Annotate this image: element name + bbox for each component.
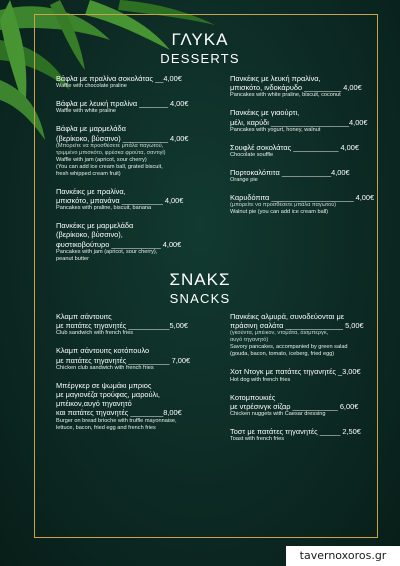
menu-item-note: (μπορείτε να προσθέσετε μπάλα παγωτού): [230, 202, 337, 209]
menu-item-name: Τοστ με πατάτες τηγανητές _____ 2,50€: [230, 427, 361, 437]
menu-item-note: αυγό τηγανητό): [230, 337, 269, 344]
website-link[interactable]: tavernoxoros.gr: [286, 546, 400, 566]
menu-item-name: με ντρέσινγκ σίζαρ ___________ 6,00€: [230, 401, 359, 411]
menu-item-name: μπισκότο, μπανάνα __________ 4,00€: [56, 196, 184, 206]
menu-item-description: Chicken nuggets with Caesar dressing: [230, 411, 326, 418]
menu-item: [56, 312, 214, 337]
menu-item-name: Πανκέικς με γιαούρτι,: [230, 108, 300, 118]
menu-item-name: Πορτοκαλόπιτα ____________4,00€: [230, 168, 350, 178]
menu-item-name: Σουφλέ σοκολάτας ___________ 4,00€: [230, 142, 359, 152]
menu-item-name: πράσινη σαλάτα ______________ 5,00€: [230, 321, 364, 331]
menu-item-name: με μαγιονέζα τρούφας, μαρούλι,: [56, 390, 160, 400]
menu-item-note: (γκούντα, μπέικον, ντομάτα, άισμπεργκ,: [230, 330, 329, 337]
menu-item-description: peanut butter: [56, 255, 89, 262]
menu-item: [56, 99, 214, 115]
menu-item-name: και πατάτες τηγανητές ________8,00€: [56, 408, 182, 418]
menu-item-name: (βερίκοκο, βύσσινο) ___________ 4,00€: [56, 133, 189, 143]
menu-item: [230, 367, 388, 383]
desserts-title-greek: ΓΛΥΚΑ: [171, 30, 229, 49]
menu-item: [230, 312, 388, 358]
menu-item-description: Waffle with white praline: [56, 108, 117, 115]
menu-item-description: Chocolate souffle: [230, 152, 274, 159]
menu-item-name: Βάφλα με λευκή πραλίνα _______ 4,00€: [56, 99, 189, 109]
menu-item-name: με πατάτες τηγανητές __________ 7,00€: [56, 355, 191, 365]
menu-item-description: Walnut pie (you can add ice cream ball): [230, 209, 329, 216]
menu-item-name: φυστικοβούτυρο ____________ 4,00€: [56, 239, 182, 249]
menu-item-name: Πανκέικς με λευκή πραλίνα,: [230, 74, 321, 83]
snacks-title: SNACKS: [169, 291, 231, 306]
menu-item-description: Pancakes with praline, biscuit, banana: [56, 205, 152, 212]
menu-item-description: Burger on bread brioche with truffle mayonnaise,: [56, 417, 177, 424]
menu-item-name: με πατάτες τηγανητές __________5,00€: [56, 321, 189, 331]
menu-item-name: Πανκέικς με πραλίνα,: [56, 186, 126, 196]
menu-item: [230, 108, 388, 133]
menu-item-description: (You can add ice cream ball, grated biscuit,: [56, 163, 163, 170]
menu-item: [56, 74, 214, 90]
menu-item: [56, 187, 214, 212]
menu-item: [230, 143, 388, 159]
menu-item-description: lettuce, bacon, fried egg and french fries: [56, 424, 156, 431]
snacks-left-column: [56, 312, 214, 441]
desserts-left-column: [56, 74, 214, 272]
menu-item-name: Βάφλα με μαρμελάδα: [56, 124, 126, 134]
menu-item-description: Pancakes with jam (apricot, sour cherry),: [56, 248, 158, 255]
desserts-title: DESSERTS: [160, 51, 240, 66]
menu-item-description: fresh whipped cream fruit): [56, 170, 121, 177]
menu-item: [230, 427, 388, 443]
menu-item-name: μπισκότο, ινδοκάρυδο _________ 4,00€: [230, 83, 362, 93]
menu-item-name: μέλι, καρύδι ___________________4,00€: [230, 117, 368, 127]
menu-item-description: Pancakes with white praline, biscuit, coconut: [230, 92, 341, 99]
snacks-title-greek: ΣΝΑΚΣ: [169, 270, 231, 289]
menu-item-name: (βερίκοκο, βύσσινο),: [56, 230, 123, 240]
menu-item-name: Κλαμπ σάντουιτς κοτόπουλο: [56, 346, 150, 356]
menu-item: [56, 346, 214, 371]
menu-item: [230, 193, 388, 216]
menu-item: [56, 124, 214, 177]
menu-item-name: Μπέργκερ σε ψωμάκι μπριος: [56, 380, 152, 390]
menu-item-name: Κλαμπ σάντουιτς: [56, 312, 112, 321]
menu-item-description: Club sandwich with french fries: [56, 330, 134, 337]
menu-item: [56, 221, 214, 263]
menu-item-note: (Μπορείτε να προσθέσετε μπάλα παγωτού,: [56, 142, 164, 149]
menu-item-name: Βάφλα με πραλίνα σοκολάτας __4,00€: [56, 74, 182, 83]
menu-item-description: Toast with french fries: [230, 436, 285, 443]
menu-item-description: (gouda, bacon, tomato, iceberg, fried egg): [230, 351, 335, 358]
menu-item: [230, 168, 388, 184]
menu-item-name: Κοτομπουκιές: [230, 392, 276, 402]
menu-item: [56, 381, 214, 432]
menu-item-name: Πανκέικς με μαρμελάδα: [56, 221, 134, 231]
menu-item-description: Savory pancakes, accompanied by green salad: [230, 344, 348, 351]
menu-item-description: Hot dog with french fries: [230, 376, 291, 383]
menu-item-description: Pancakes with yogurt, honey, walnut: [230, 126, 321, 133]
desserts-right-column: [230, 74, 388, 225]
menu-item: [230, 393, 388, 418]
menu-item-name: Χοτ Ντογκ με πατάτες τηγανητές _3,00€: [230, 367, 361, 377]
menu-item-description: Chicken club sandwich with french fries: [56, 364, 154, 371]
menu-item-name: Καρυδόπιτα ____________________ 4,00€: [230, 193, 375, 203]
menu-item: [230, 74, 388, 99]
menu-item-name: Πανκέικς αλμυρά, συνοδεύονται με: [230, 312, 345, 321]
menu-item-description: Waffle with chocolate praline: [56, 83, 127, 90]
snacks-right-column: [230, 312, 388, 452]
menu-item-name: μπέικον,αυγό τηγανητό: [56, 399, 132, 409]
menu-item-description: Orange pie: [230, 177, 258, 184]
menu-item-description: Waffle with jam (apricot, sour cherry): [56, 156, 147, 163]
menu-item-note: τριμμένο μπισκότο, φρέσκα φρούτα, σαντιγί): [56, 149, 166, 156]
